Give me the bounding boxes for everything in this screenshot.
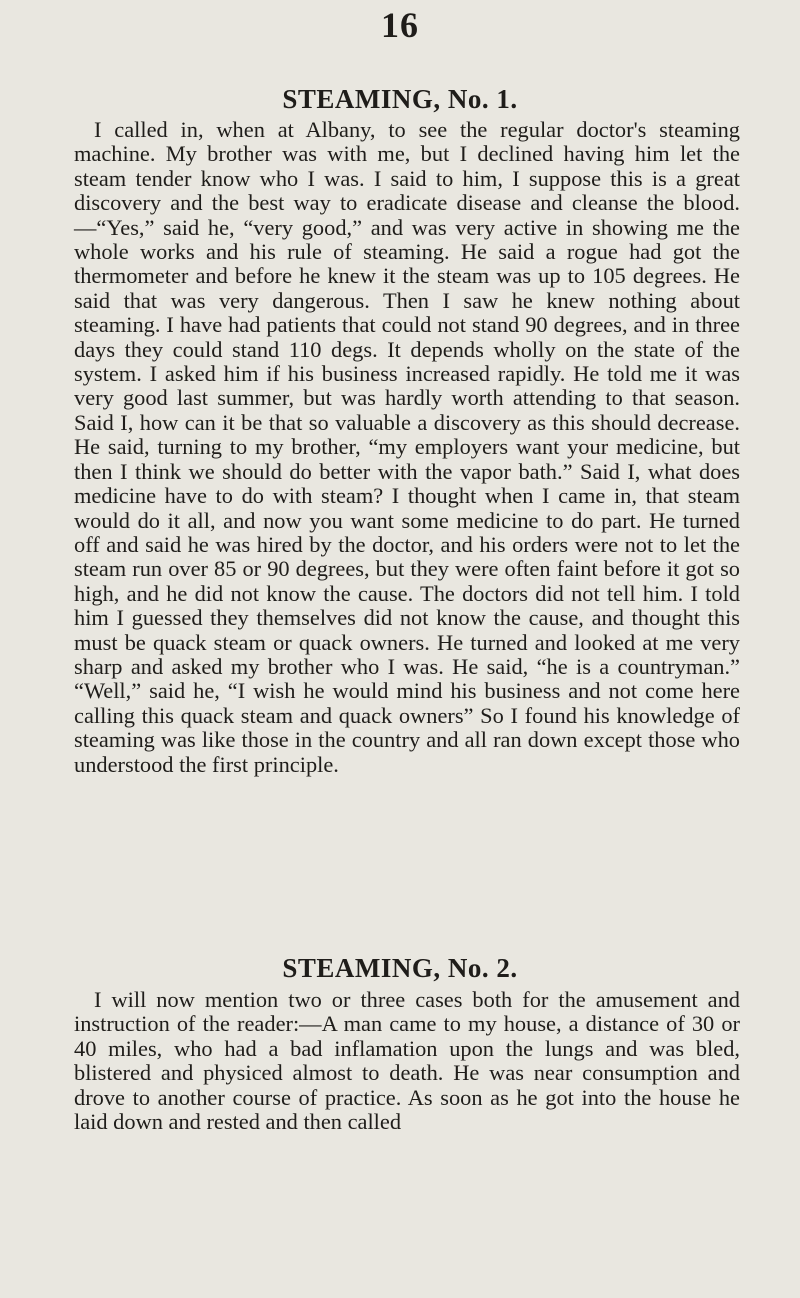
paragraph: I will now mention two or three cases both for the amusement and instruction of the reader:—A man came to my house, a distance of 30 or 40 miles, who had a bad inflamation upon the lungs and was bled, blistered and physiced almost to death. He was near consumption and drove to another course of practice. As soon as he got into the house he laid down and rested and then called [74,987,740,1135]
section-body-steaming-1 [74,118,740,777]
section-heading-steaming-1: STEAMING, No. 1. [282,84,518,114]
paragraph: I called in, when at Albany, to see the regular doctor's steaming machine. My brother was with me, but I declined having him let the steam tender know who I was. I said to him, I suppose this is a great discovery and the best way to eradicate disease and cleanse the blood.—“Yes,” said he, “very good,” and was very active in showing me the whole works and his rule of steaming. He said a rogue had got the thermometer and before he knew it the steam was up to 105 degrees. He said that was very dangerous. Then I saw he knew nothing about steaming. I have had patients that could not stand 90 degrees, and in three days they could stand 110 degs. It depends wholly on the state of the system. I asked him if his business increased rapidly. He told me it was very good last summer, but was hardly worth attending to that season. Said I, how can it be that so valuable a discovery as this should decrease. He said, turning to my brother, “my employers want your medicine, but then I think we should do better with the vapor bath.” Said I, what does medicine have to do with steam? I thought when I came in, that steam would do it all, and now you want some medicine to do part. He turned off and said he was hired by the doctor, and his orders were not to let the steam run over 85 or 90 degrees, but they were often faint before it got so high, and he did not know the cause. The doctors did not tell him. I told him I guessed they themselves did not know the cause, and thought this must be quack steam or quack owners. He turned and looked at me very sharp and asked my brother who I was. He said, “he is a countryman.” “Well,” said he, “I wish he would mind his business and not come here calling this quack steam and quack owners” So I found his knowledge of steaming was like those in the country and all ran down except those who understood the first principle. [74,117,740,777]
section-body-steaming-2 [74,988,740,1134]
page-number: 16 [381,5,419,45]
section-heading-steaming-2: STEAMING, No. 2. [282,953,518,983]
